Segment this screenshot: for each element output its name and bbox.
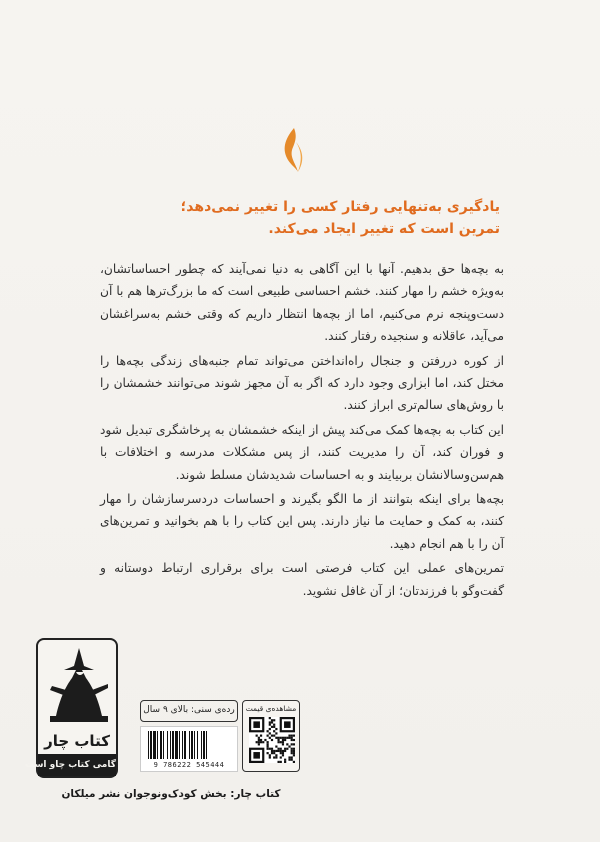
age-group-badge: رده‌ی سنی: بالای ۹ سال — [140, 700, 238, 722]
publisher-logo-name: کتاب چار — [44, 732, 110, 750]
blurb-paragraph-5: تمرین‌های عملی این کتاب فرصتی است برای برقراری ارتباط دوستانه و گفت‌وگو با فرزندتان؛ از آن غافل نشوید. — [100, 561, 504, 598]
price-qr-box — [242, 700, 300, 772]
barcode-number: 9 786222 545444 — [153, 761, 225, 769]
blurb-text — [100, 258, 504, 604]
witch-silhouette-icon — [46, 646, 112, 726]
isbn-barcode — [140, 726, 238, 772]
publisher-logo — [25, 638, 118, 778]
qr-code-icon[interactable] — [249, 717, 295, 763]
flame-icon — [282, 128, 304, 172]
barcode-icon — [147, 731, 233, 759]
blurb-paragraph-2: از کوره دررفتن و جنجال راه‌انداختن می‌تواند تمام جنبه‌های زندگی بچه‌ها را مختل کند، اما ابزاری وجود دارد که اگر به آن مجهز شوند می‌توانند خشمشان را با روش‌های سالم‌تری ابراز کنند. — [100, 353, 504, 413]
publisher-tagline: گامی کتاب چاو است — [38, 754, 116, 776]
pull-quote — [80, 196, 500, 240]
blurb-paragraph-3: این کتاب به بچه‌ها کمک می‌کند پیش از اینکه خشمشان به پرخاشگری تبدیل شود و فوران کند، آن را مدیریت کنند، از پس مشکلات مدرسه و اختلافات با هم‌سن‌وسالانشان بربیایند و به احساسات شدیدشان مسلط شوند. — [100, 422, 504, 482]
blurb-paragraph-4: بچه‌ها برای اینکه بتوانند از ما الگو بگیرند و احساسات دردسرسازشان را مهار کنند، به کمک و حمایت ما نیاز دارند. پس این کتاب را با هم بخوانید و تمرین‌های آن را با هم انجام دهید. — [100, 492, 504, 551]
pull-quote-line-1: یادگیری به‌تنهایی رفتار کسی را تغییر نمی‌دهد؛ — [180, 199, 500, 215]
publisher-imprint: کتاب چار: بخش کودک‌ونوجوان نشر میلکان — [61, 788, 281, 800]
price-label: مشاهده‌ی قیمت — [245, 704, 297, 713]
blurb-paragraph-1: به بچه‌ها حق بدهیم. آنها با این آگاهی به دنیا نمی‌آیند که چطور احساساتشان، به‌ویژه خشم را مهار کنند. خشم احساسی طبیعی است که ما بزرگ‌ترها هم با آن دست‌وپنجه نرم می‌کنیم، اما از بچه‌ها انتظار داریم که وقتی خشم به‌سراغشان می‌آید، عاقلانه و سنجیده رفتار کنند. — [100, 262, 504, 344]
pull-quote-line-2: تمرین است که تغییر ایجاد می‌کند. — [268, 221, 500, 237]
